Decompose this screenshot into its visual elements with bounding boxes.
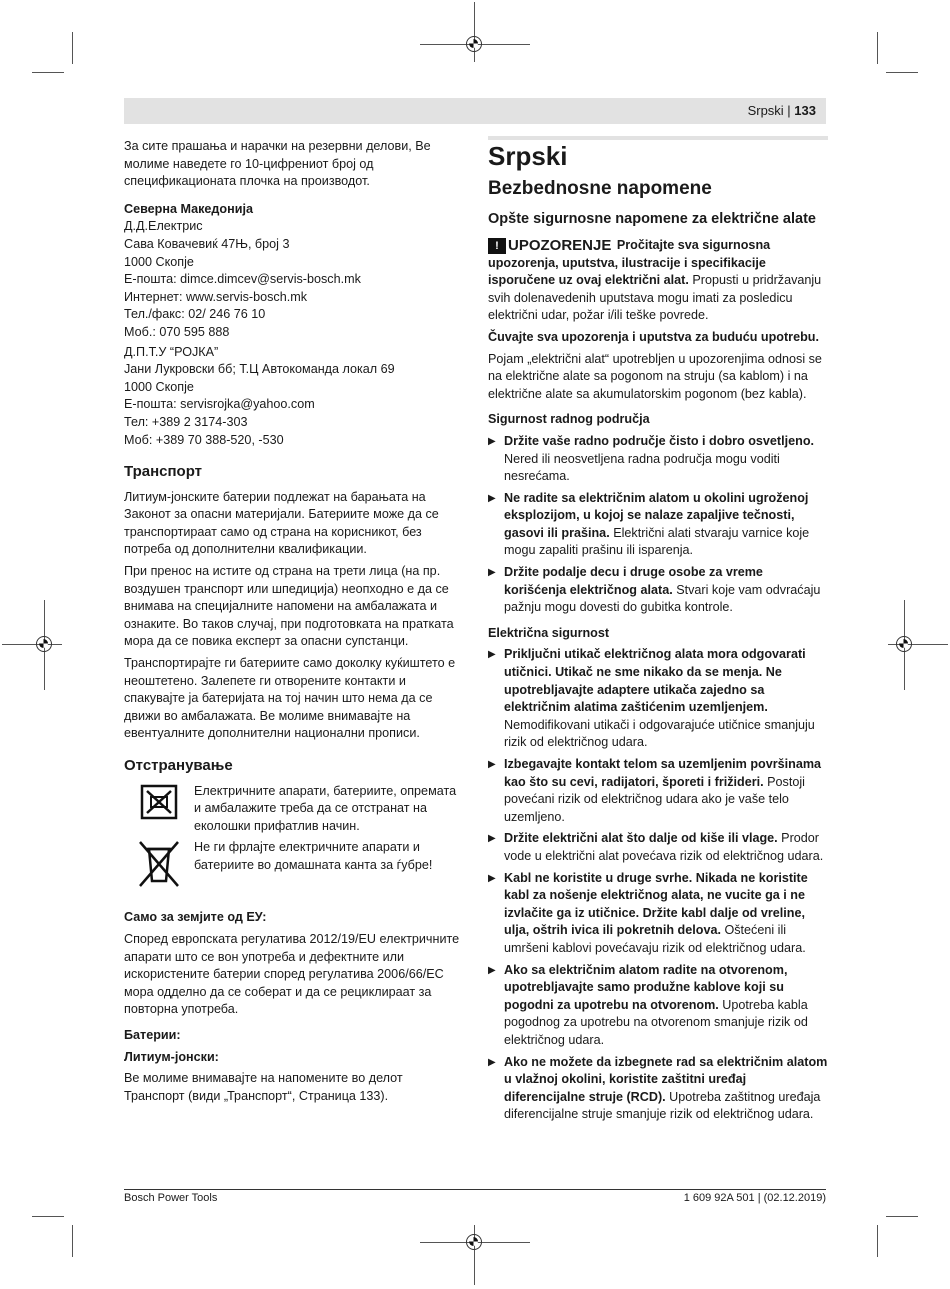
recycle-packaging-icon [124,783,194,821]
footer-right: 1 609 92A 501 | (02.12.2019) [683,1192,826,1204]
crop-mark [32,72,64,73]
dealer-email: E-пошта: servisrojka@yahoo.com [124,397,315,412]
footer-rule [124,1189,826,1190]
page-header [124,98,826,124]
crop-mark [877,32,878,64]
dealer-mob: Моб: +389 70 388-520, -530 [124,432,284,447]
li-ion-heading: Литиум-јонски: [124,1049,219,1064]
warning-bold: Pročitajte sva sigurnosna upozorenja, uputstva, ilustracije i specifikacije isporučene uz ovaj električni alat. [488,237,771,288]
list-item: ▶ Izbegavajte kontakt telom sa uzemljenim površinama kao što su cevi, radijatori, šporeti i frižideri. Postoji povećani rizik od električnog udara ako je vaše telo uzemljeno. [488,756,828,826]
work-area-list [488,433,828,617]
warning-paragraph [488,237,828,325]
dealer-2 [124,344,464,450]
crop-mark [877,1225,878,1257]
registration-mark-icon [36,636,52,652]
language-title: Srpski [488,141,568,171]
list-item: ▶ Držite električni alat što dalje od kiše ili vlage. Prodor vode u električni alat povećava rizik od električnog udara. [488,830,828,865]
crossed-bin-icon [124,839,194,889]
country-heading: Северна Македонија [124,201,253,216]
disposal-text-1: Електричните апарати, батериите, опремата и амбалажите треба да се отстранат на еколошки прифатлив начин. [194,783,457,833]
eu-text: Според европската регулатива 2012/19/EU електричните апарати што се вон употреба и дефектните или искористените батерии според регулатива 2006/66/EC мора одделно да се соберат и да се рециклираат за повторна употреба. [124,931,460,1017]
list-item: ▶ Držite podalje decu i druge osobe za vreme korišćenja električnog alata. Stvari koje vam odvraćaju pažnju mogu dovesti do gubitka kontrole. [488,564,828,617]
crop-mark [474,2,475,62]
crop-mark [72,32,73,64]
disposal-text-2: Не ги фрлајте електричните апарати и батериите во домашната канта за ѓубре! [194,840,433,872]
dealer-city: 1000 Скопје [124,379,194,394]
dealer-tel: Тел: +389 2 3174-303 [124,414,248,429]
transport-heading: Транспорт [124,463,203,481]
right-column [488,136,828,1130]
warning-text: Propusti u pridržavanju svih dolenavedenih uputstava mogu imati za posledicu električni udar, požar i/ili teške povrede. [488,273,822,323]
electrical-safety-list [488,646,828,1123]
term-definition: Pojam „električni alat“ upotrebljen u upozorenjima odnosi se na električne alate sa pogonom na struju (sa kablom) i na električne alate sa akumulatorskim pogonom (bez kabla). [488,351,822,401]
batteries-heading: Батерии: [124,1027,181,1042]
crop-mark [886,1216,918,1217]
work-area-heading: Sigurnost radnog područja [488,412,650,427]
dealer-address: Јани Лукровски бб; Т.Ц Автокоманда локал 69 [124,362,395,377]
transport-p2: При пренос на истите од страна на трети лица (на пр. воздушен транспорт или шпедиција) неопходно е да се внимава на специјалните напомени на амбалажата и ознаките. Во таков случај, при подготовката на пратката мора да се повика експерт за опасни супстанци. [124,564,454,649]
crop-mark [2,644,62,645]
dealer-city: 1000 Скопје [124,254,194,269]
dealer-address: Сава Ковачевиќ 47Њ, број 3 [124,236,290,251]
dealer-email: E-пошта: dimce.dimcev@servis-bosch.mk [124,272,361,287]
transport-p3: Транспортирајте ги батериите само доколку куќиштето е неоштетено. Залепете ги отворените контакти и спакувајте ја батеријата на тој начин што нема да се движи во амбалажата. Ве молиме внимавајте на евентуалните дополнителни национални прописи. [124,656,456,741]
list-item: ▶ Ne radite sa električnim alatom u okolini ugroženoj eksplozijom, u kojoj se nalaze zapaljive tečnosti, gasovi ili prašina. Električni alati stvaraju varnice koje mogu zapaliti prašinu ili isparenja. [488,490,828,560]
crop-mark [72,1225,73,1257]
left-column [124,138,464,1109]
dealer-1 [124,218,464,341]
electrical-safety-heading: Električna sigurnost [488,625,610,640]
registration-mark-icon [896,636,912,652]
dealer-tel: Тел./факс: 02/ 246 76 10 [124,307,266,322]
transport-p1: Литиум-јонските батерии подлежат на барањата на Законот за опасни материјали. Батериите може да се транспортираат само од страна на корисникот, без потреба од дополнителни квалификации. [124,489,439,557]
intro-text: За сите прашања и нарачки на резервни делови, Ве молиме наведете го 10-цифрениот број од спецификационата плочка на производот. [124,139,431,189]
warning-label: ! UPOZORENJE [488,237,611,255]
general-safety-heading: Opšte sigurnosne napomene za električne alate [488,211,816,228]
list-item: ▶ Ako sa električnim alatom radite na otvorenom, upotrebljavajte samo produžne kablove koji su pogodni za upotrebu na otvorenom. Upotreba kabla pogodnog za upotrebu na otvorenom smanjuje rizik od električnog udara. [488,962,828,1050]
dealer-name: Д.П.Т.У “РОЈКА” [124,344,219,359]
list-item: ▶ Držite vaše radno područje čisto i dobro osvetljeno. Nered ili neosvetljena radna područja mogu voditi nesrećama. [488,433,828,486]
disposal-row-2 [124,839,464,889]
crop-mark [32,1216,64,1217]
safety-title: Bezbednosne napomene [488,177,712,199]
page-number: Srpski | 133 [747,103,816,118]
list-item: ▶ Kabl ne koristite u druge svrhe. Nikada ne koristite kabl za nošenje električnog alata, ne vucite ga i ne izvlačite ga iz utičnice. Držite kabl dalje od vreline, ulja, oštrih ivica ili pokretnih delova. Oštećeni ili umršeni kablovi povećavaju rizik od električnog udara. [488,870,828,958]
list-item: ▶ Priključni utikač električnog alata mora odgovarati utičnici. Utikač ne sme nikako da se menja. Ne upotrebljavajte adaptere utikača zajedno sa električnim alatima zaštićenim uzemljenjem. Nemodifikovani utikači i odgovarajuće utičnice smanjuju rizik od električnog udara. [488,646,828,752]
eu-heading: Само за земјите од ЕУ: [124,910,267,925]
disposal-heading: Отстранување [124,757,233,774]
registration-mark-icon [466,36,482,52]
footer-left: Bosch Power Tools [124,1192,218,1204]
dealer-name: Д.Д.Електрис [124,219,203,234]
li-ion-text: Ве молиме внимавајте на напомените во делот Транспорт (види „Транспорт“, Страница 133). [124,1071,403,1103]
dealer-web: Интернет: www.servis-bosch.mk [124,289,308,304]
section-bar [488,136,828,140]
keep-instructions: Čuvajte sva upozorenja i uputstva za buduću upotrebu. [488,329,819,344]
crop-mark [886,72,918,73]
registration-mark-icon [466,1234,482,1250]
disposal-row-1 [124,783,464,836]
list-item: ▶ Ako ne možete da izbegnete rad sa električnim alatom u vlažnoj okolini, koristite zaštitni uređaj diferencijalne struje (RCD). Upotreba zaštitnog uređaja diferencijalne struje smanjuje rizik od električnog udara. [488,1054,828,1124]
warning-triangle-icon: ! [488,238,506,254]
dealer-mob: Моб.: 070 595 888 [124,324,230,339]
